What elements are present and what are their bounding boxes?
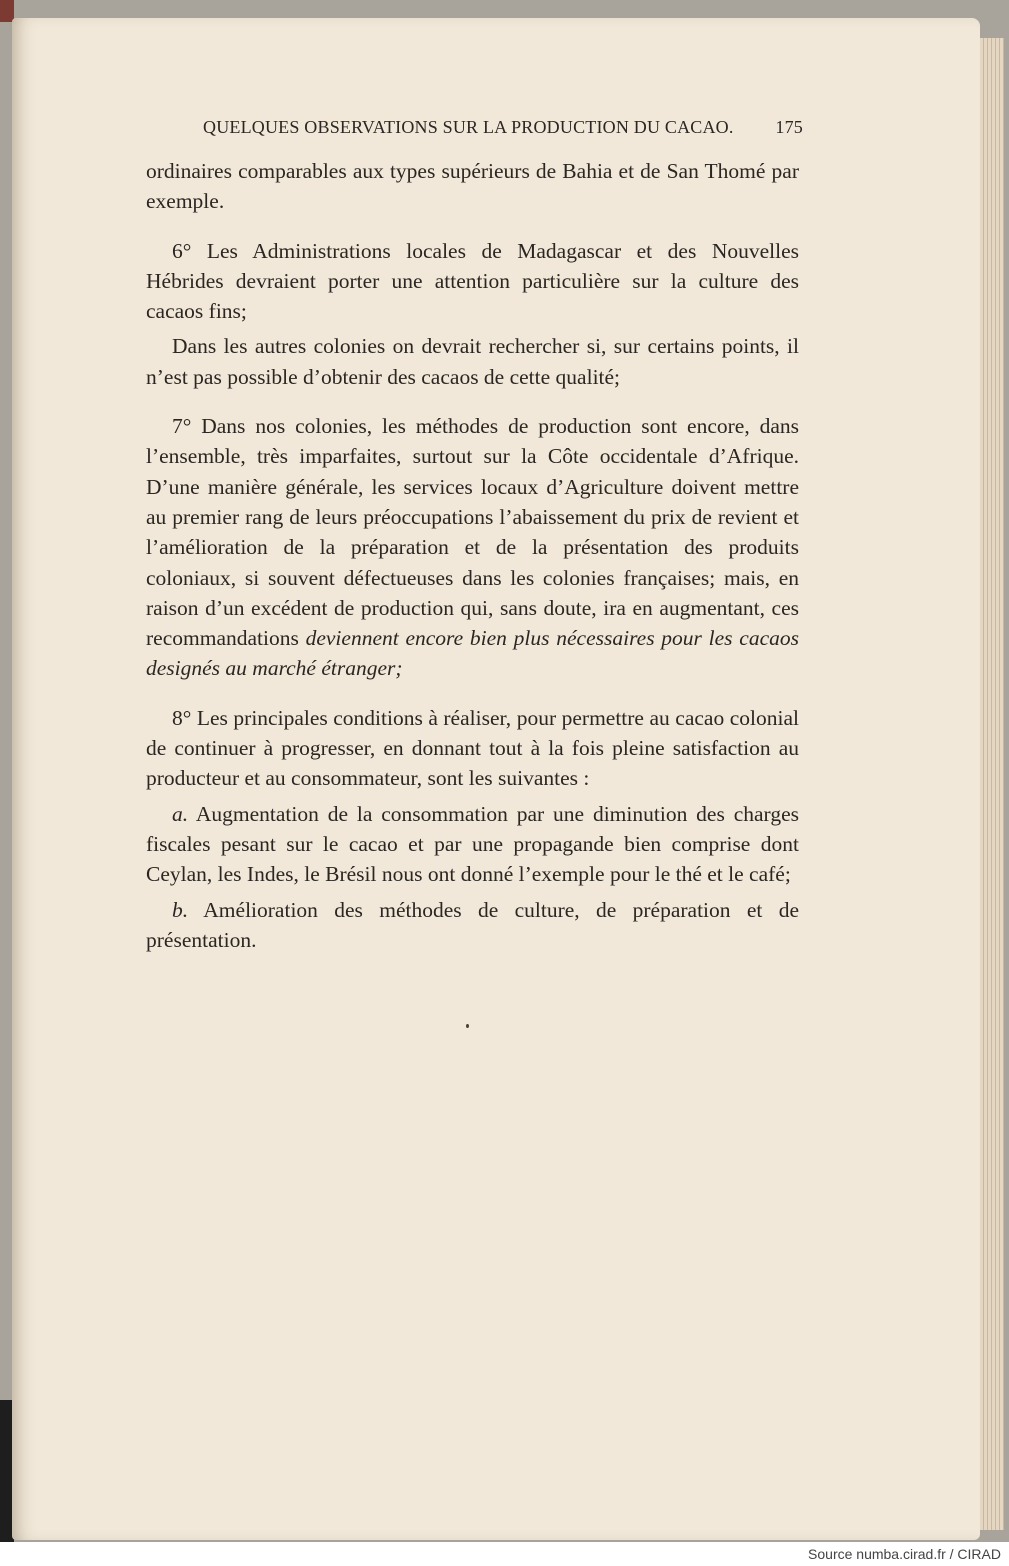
running-title: QUELQUES OBSERVATIONS SUR LA PRODUCTION DU CACAO. (203, 117, 734, 137)
list-item-b-text: Amélioration des méthodes de culture, de préparation et de présentation. (146, 897, 799, 952)
paragraph-item-6: 6° Les Administrations locales de Madagascar et des Nouvelles Hébrides devraient porter une attention particulière sur la culture des cacaos fins; (146, 238, 799, 324)
paragraph-item-7 (146, 411, 799, 684)
running-header (203, 117, 803, 138)
paragraph-item-7-text: 7° Dans nos colonies, les méthodes de production sont encore, dans l’ensemble, très imparfaites, surtout sur la Côte occidentale d’Afrique. D’une manière générale, les services locaux d’Agriculture doivent mettre au premier rang de leurs préoccupations l’abaissement du prix de revient et l’amélioration de la préparation et de la présentation des produits coloniaux, si souvent défectueuses dans les colonies françaises; mais, en raison d’un excédent de production qui, sans doute, ira en augmentant, ces recommandations (146, 414, 799, 651)
page-number: 175 (775, 117, 803, 137)
paragraph-item-8: 8° Les principales conditions à réaliser, pour permettre au cacao colonial de continuer à progresser, en donnant tout à la fois pleine satisfaction au producteur et au consommateur, sont les suivantes : (146, 705, 799, 791)
body-text (146, 156, 799, 955)
list-item-b-marker: b. (172, 897, 189, 922)
list-item-b (146, 895, 799, 956)
list-item-a (146, 799, 799, 890)
paragraph-item-6-continued: Dans les autres colonies on devrait rechercher si, sur certains points, il n’est pas possible d’obtenir des cacaos de cette qualité; (146, 334, 799, 389)
paper-speck (466, 1024, 469, 1028)
list-item-a-text: Augmentation de la consommation par une diminution des charges fiscales pesant sur le cacao et par une propagande bien comprise dont Ceylan, les Indes, le Brésil nous ont donné l’exemple pour le thé et le café; (146, 801, 799, 887)
paragraph-item-7-italic: deviennent encore bien plus nécessaires pour les cacaos designés au marché étranger; (146, 626, 799, 681)
source-credit: Source numba.cirad.fr / CIRAD (808, 1546, 1001, 1562)
paragraph-continuation: ordinaires comparables aux types supérieurs de Bahia et de San Thomé par exemple. (146, 159, 799, 214)
list-item-a-marker: a. (172, 801, 189, 826)
